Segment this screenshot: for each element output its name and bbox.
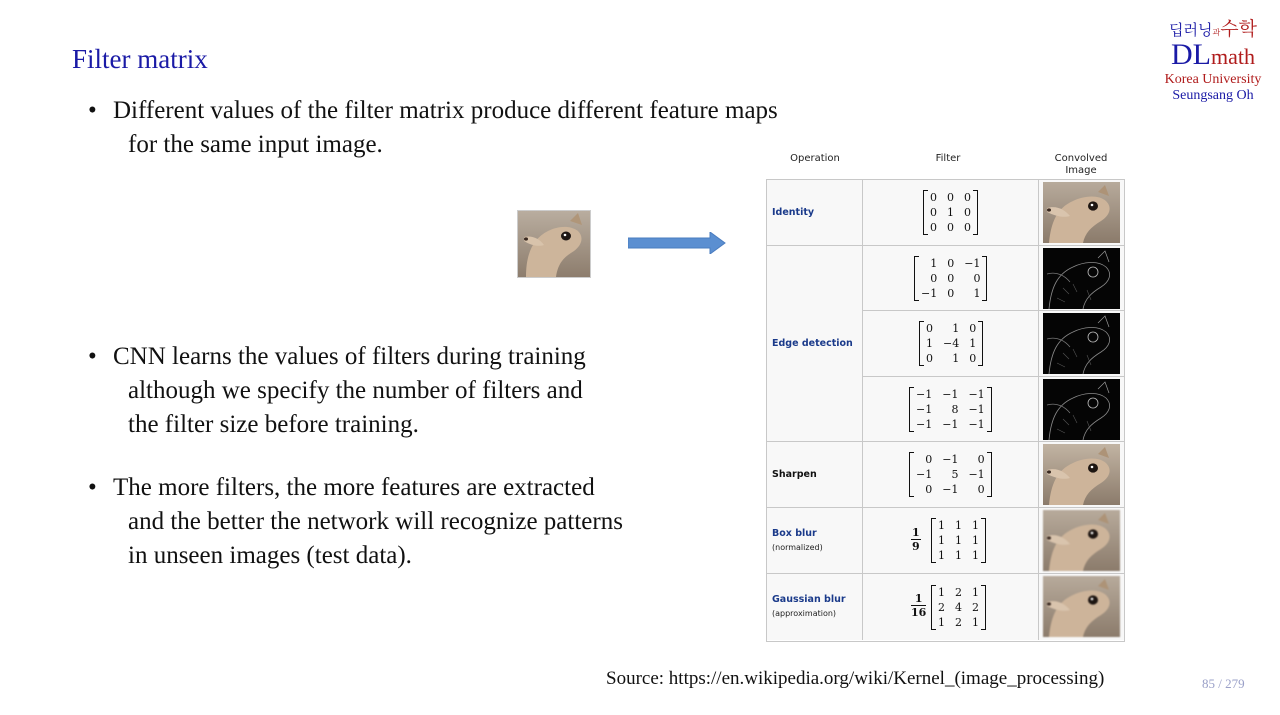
header-convolved-image <box>1042 153 1120 177</box>
matrix-entry: −1 <box>916 388 933 401</box>
logo-korean-right: 수학 <box>1220 18 1257 40</box>
logo-korean-left: 딥러닝 <box>1169 21 1213 39</box>
op-sub-gaussian-blur: (approximation) <box>772 609 837 618</box>
convolved-image <box>1043 444 1120 505</box>
convolved-image-cell <box>1039 311 1124 377</box>
matrix-right-bracket <box>981 518 986 563</box>
kernel-table-header <box>758 150 1124 180</box>
matrix-entry: 0 <box>926 322 933 335</box>
matrix-left-bracket <box>914 256 919 301</box>
header-image-line-2: Image <box>1065 165 1097 176</box>
matrix-right-bracket <box>982 256 987 301</box>
matrix-entry: 1 <box>972 534 979 547</box>
matrix-entry: 0 <box>964 221 971 234</box>
bullet-3-line-3: in unseen images (test data). <box>128 542 412 569</box>
matrix-entry: 1 <box>926 337 933 350</box>
matrix-left-bracket <box>909 452 914 497</box>
matrix-entry: 1 <box>955 519 962 532</box>
dlmath-logo <box>1158 20 1268 104</box>
filter-cell <box>863 442 1039 508</box>
header-filter: Filter <box>935 153 961 164</box>
op-cell-identity <box>767 180 863 246</box>
matrix-entry: −1 <box>968 388 985 401</box>
matrix-entry: −1 <box>968 403 985 416</box>
convolved-image-cell <box>1039 246 1124 311</box>
op-cell-box-blur <box>767 508 863 574</box>
page-number: 85 / 279 <box>1202 676 1245 691</box>
filter-matrix <box>925 190 976 235</box>
matrix-entry: 0 <box>930 206 937 219</box>
bullet-2-line-2: although we specify the number of filters and <box>128 377 583 404</box>
matrix-left-bracket <box>931 585 936 630</box>
matrix-entry: 0 <box>930 272 938 285</box>
matrix-entry: 0 <box>947 191 954 204</box>
header-image-line-1: Convolved <box>1054 153 1108 164</box>
op-label-box-blur: Box blur <box>772 528 817 539</box>
op-label-gaussian-blur: Gaussian blur <box>772 594 846 605</box>
bullet-3 <box>88 471 623 573</box>
matrix-entry: −1 <box>968 468 985 481</box>
matrix-entry: 1 <box>972 616 979 629</box>
matrix-entry: 1 <box>938 534 945 547</box>
bullet-dot: • <box>88 97 97 124</box>
matrix-entry: 0 <box>925 453 933 466</box>
filter-cell <box>863 574 1039 640</box>
filter-coefficient <box>911 592 926 619</box>
convolved-image-cell <box>1039 508 1124 574</box>
convolved-image-cell <box>1039 180 1124 246</box>
logo-math: math <box>1211 44 1255 69</box>
matrix-entry: 0 <box>977 453 985 466</box>
matrix-entry: −4 <box>943 337 960 350</box>
matrix-entry: 1 <box>930 257 938 270</box>
matrix-left-bracket <box>931 518 936 563</box>
matrix-entry: 1 <box>972 519 979 532</box>
convolved-image-cell <box>1039 574 1124 640</box>
matrix-entry: 1 <box>938 549 945 562</box>
op-sub-box-blur: (normalized) <box>772 543 823 552</box>
matrix-entry: 0 <box>925 483 933 496</box>
matrix-left-bracket <box>909 387 914 432</box>
filter-cell <box>863 180 1039 246</box>
header-operation: Operation <box>790 153 840 164</box>
bullet-2 <box>88 340 586 442</box>
matrix-entry: 0 <box>926 352 933 365</box>
filter-cell <box>863 377 1039 442</box>
matrix-entry: −1 <box>942 453 959 466</box>
matrix-entry: 1 <box>938 616 945 629</box>
matrix-entry: 5 <box>951 468 959 481</box>
op-cell-gaussian-blur <box>767 574 863 640</box>
right-arrow-icon <box>628 232 726 254</box>
convolved-image-cell <box>1039 442 1124 508</box>
matrix-entry: 1 <box>969 337 977 350</box>
op-cell-sharpen <box>767 442 863 508</box>
filter-matrix <box>933 585 984 630</box>
coefficient-denominator: 9 <box>912 540 920 553</box>
matrix-entry: 1 <box>952 352 960 365</box>
coefficient-numerator: 1 <box>911 592 926 606</box>
filter-matrix <box>911 452 990 497</box>
matrix-entry: 1 <box>973 287 981 300</box>
matrix-entry: 1 <box>972 586 979 599</box>
matrix-entry: 0 <box>947 287 955 300</box>
matrix-entry: 1 <box>972 549 979 562</box>
op-label-sharpen: Sharpen <box>772 469 817 480</box>
matrix-entry: −1 <box>942 418 959 431</box>
matrix-entry: 0 <box>947 257 955 270</box>
bullet-1-line-2: for the same input image. <box>128 131 383 158</box>
bullet-dot: • <box>88 474 97 501</box>
convolved-image <box>1043 313 1120 374</box>
matrix-entry: 4 <box>955 601 962 614</box>
matrix-entry: 2 <box>955 616 962 629</box>
kernel-table <box>758 150 1124 629</box>
matrix-right-bracket <box>981 585 986 630</box>
matrix-entry: 0 <box>930 191 937 204</box>
op-label-edge-detection: Edge detection <box>772 338 853 349</box>
bullet-1-line-1: Different values of the filter matrix produce different feature maps <box>113 97 778 124</box>
slide-title: Filter matrix <box>72 44 208 74</box>
logo-dl: DL <box>1171 38 1211 71</box>
source-citation: Source: https://en.wikipedia.org/wiki/Kernel_(image_processing) <box>606 668 1105 689</box>
bullet-2-line-3: the filter size before training. <box>128 411 419 438</box>
matrix-entry: 1 <box>938 586 945 599</box>
convolved-image <box>1043 182 1120 243</box>
matrix-entry: 0 <box>977 483 985 496</box>
convolved-image <box>1043 510 1120 571</box>
matrix-entry: 2 <box>972 601 979 614</box>
convolved-image <box>1043 248 1120 309</box>
filter-matrix <box>933 518 984 563</box>
matrix-entry: 1 <box>952 322 960 335</box>
matrix-entry: −1 <box>916 418 933 431</box>
matrix-entry: 1 <box>955 534 962 547</box>
matrix-entry: 0 <box>947 221 954 234</box>
bullet-3-line-1: The more filters, the more features are extracted <box>113 474 595 501</box>
op-cell-edge-detection <box>767 246 863 442</box>
matrix-entry: 1 <box>938 519 945 532</box>
filter-matrix <box>916 256 985 301</box>
matrix-entry: 2 <box>955 586 962 599</box>
filter-matrix <box>921 321 981 366</box>
matrix-entry: −1 <box>964 257 981 270</box>
input-image <box>517 210 591 278</box>
matrix-entry: −1 <box>942 483 959 496</box>
kernel-grid <box>766 179 1125 642</box>
filter-matrix <box>911 387 990 432</box>
op-label-identity: Identity <box>772 207 815 218</box>
matrix-entry: 0 <box>969 322 977 335</box>
filter-coefficient <box>911 526 921 553</box>
matrix-entry: 0 <box>947 272 955 285</box>
matrix-left-bracket <box>919 321 924 366</box>
convolved-image <box>1043 576 1120 637</box>
matrix-entry: −1 <box>968 418 985 431</box>
matrix-entry: 0 <box>973 272 981 285</box>
filter-cell <box>863 246 1039 311</box>
matrix-entry: 0 <box>964 191 971 204</box>
logo-korean-and: 과 <box>1212 28 1221 37</box>
logo-author: Seungsang Oh <box>1172 88 1254 103</box>
matrix-entry: −1 <box>942 388 959 401</box>
coefficient-numerator: 1 <box>912 526 920 539</box>
matrix-entry: 0 <box>969 352 977 365</box>
matrix-right-bracket <box>987 452 992 497</box>
matrix-entry: −1 <box>916 468 933 481</box>
matrix-right-bracket <box>973 190 978 235</box>
matrix-left-bracket <box>923 190 928 235</box>
bullet-dot: • <box>88 343 97 370</box>
convolved-image-cell <box>1039 377 1124 442</box>
matrix-right-bracket <box>978 321 983 366</box>
coefficient-denominator: 16 <box>911 606 927 619</box>
matrix-entry: −1 <box>916 403 933 416</box>
matrix-entry: 1 <box>955 549 962 562</box>
matrix-entry: 2 <box>938 601 945 614</box>
matrix-entry: 0 <box>930 221 937 234</box>
bullet-3-line-2: and the better the network will recognize patterns <box>128 508 623 535</box>
matrix-right-bracket <box>987 387 992 432</box>
bullet-1 <box>88 94 778 162</box>
logo-dlmath <box>1158 38 1268 71</box>
matrix-entry: 8 <box>951 403 959 416</box>
filter-cell <box>863 311 1039 377</box>
matrix-entry: 1 <box>947 206 954 219</box>
logo-university: Korea University <box>1164 72 1262 87</box>
convolved-image <box>1043 379 1120 440</box>
bullet-2-line-1: CNN learns the values of filters during training <box>113 343 586 370</box>
filter-cell <box>863 508 1039 574</box>
matrix-entry: −1 <box>921 287 938 300</box>
matrix-entry: 0 <box>964 206 971 219</box>
